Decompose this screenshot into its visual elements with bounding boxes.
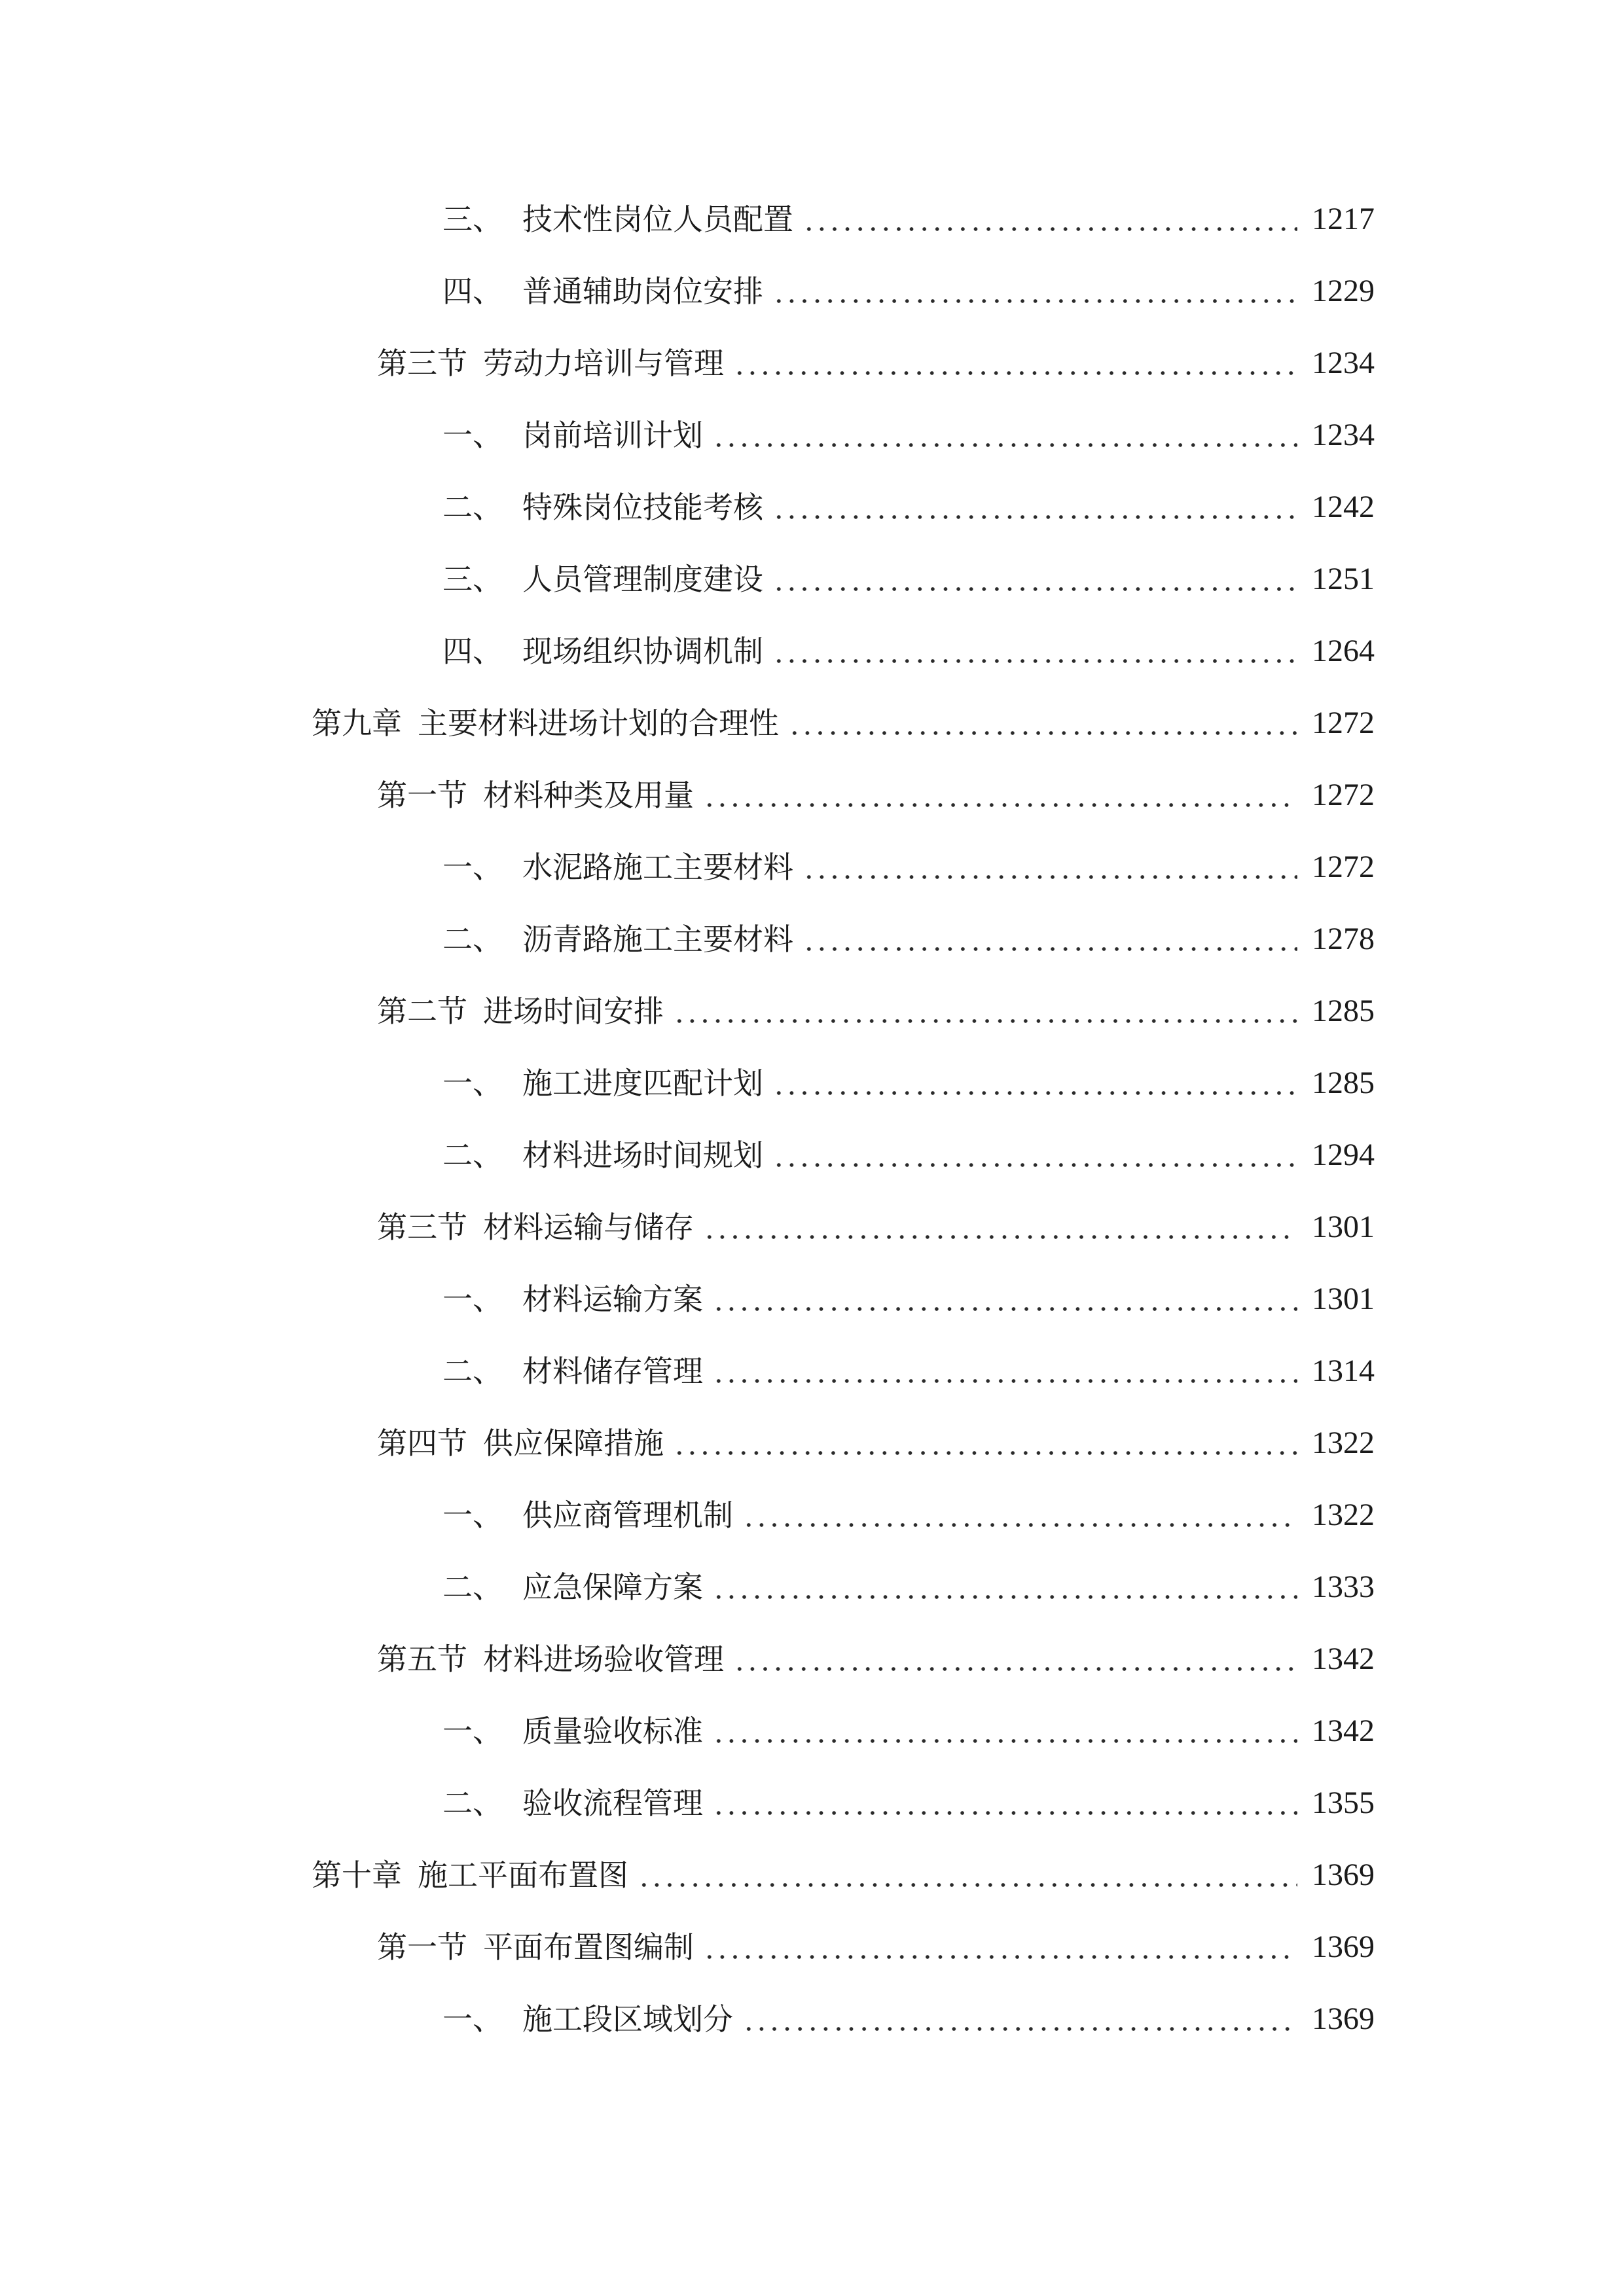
toc-entry[interactable] bbox=[442, 1273, 1375, 1325]
entry-title: 材料储存管理 bbox=[522, 1354, 703, 1389]
dot-leader bbox=[673, 1417, 1297, 1469]
toc-entry[interactable] bbox=[377, 337, 1375, 389]
entry-title: 岗前培训计划 bbox=[522, 418, 703, 453]
entry-number: 一、 bbox=[442, 1498, 503, 1533]
entry-title: 主要材料进场计划的合理性 bbox=[418, 706, 779, 741]
dot-leader bbox=[772, 481, 1297, 533]
toc-entry[interactable] bbox=[377, 1201, 1375, 1253]
dot-leader bbox=[803, 841, 1297, 893]
dot-leader bbox=[673, 985, 1297, 1037]
page-number: 1278 bbox=[1312, 922, 1375, 956]
dot-leader bbox=[712, 1705, 1297, 1757]
dot-leader bbox=[742, 1993, 1297, 2045]
page-number: 1342 bbox=[1312, 1641, 1375, 1676]
dot-leader bbox=[733, 1633, 1297, 1685]
dot-leader bbox=[772, 265, 1297, 317]
entry-number: 第三节 bbox=[377, 346, 467, 381]
entry-title: 材料进场验收管理 bbox=[483, 1641, 724, 1677]
toc-entry[interactable] bbox=[442, 1561, 1375, 1613]
toc-entry[interactable] bbox=[442, 1777, 1375, 1829]
entry-title: 施工进度匹配计划 bbox=[522, 1066, 763, 1101]
page-number: 1285 bbox=[1312, 1066, 1375, 1100]
entry-title: 施工段区域划分 bbox=[522, 2001, 733, 2037]
entry-title: 劳动力培训与管理 bbox=[483, 346, 724, 381]
page-number: 1342 bbox=[1312, 1713, 1375, 1748]
toc-entry[interactable] bbox=[442, 913, 1375, 965]
dot-leader bbox=[712, 1273, 1297, 1325]
entry-title: 供应保障措施 bbox=[483, 1426, 664, 1461]
dot-leader bbox=[772, 1129, 1297, 1181]
entry-title: 现场组织协调机制 bbox=[522, 634, 763, 669]
toc-entry[interactable] bbox=[377, 1921, 1375, 1973]
toc-entry[interactable] bbox=[442, 1129, 1375, 1181]
toc-entry[interactable] bbox=[312, 697, 1375, 749]
entry-number: 一、 bbox=[442, 1282, 503, 1317]
entry-number: 二、 bbox=[442, 1354, 503, 1389]
entry-number: 第一节 bbox=[377, 778, 467, 813]
entry-number: 三、 bbox=[442, 202, 503, 237]
toc-entry[interactable] bbox=[442, 1345, 1375, 1397]
entry-number: 第九章 bbox=[312, 706, 402, 741]
page-number: 1285 bbox=[1312, 994, 1375, 1028]
entry-number: 一、 bbox=[442, 1066, 503, 1101]
dot-leader bbox=[772, 553, 1297, 605]
page-number: 1242 bbox=[1312, 490, 1375, 524]
entry-number: 四、 bbox=[442, 274, 503, 309]
entry-title: 普通辅助岗位安排 bbox=[522, 274, 763, 309]
entry-title: 水泥路施工主要材料 bbox=[522, 850, 793, 885]
entry-number: 二、 bbox=[442, 922, 503, 957]
entry-number: 第四节 bbox=[377, 1426, 467, 1461]
entry-title: 材料运输方案 bbox=[522, 1282, 703, 1317]
entry-number: 一、 bbox=[442, 1713, 503, 1749]
toc-entry[interactable] bbox=[442, 481, 1375, 533]
page-number: 1217 bbox=[1312, 202, 1375, 236]
dot-leader bbox=[712, 1345, 1297, 1397]
page-number: 1369 bbox=[1312, 1857, 1375, 1892]
entry-number: 二、 bbox=[442, 490, 503, 525]
page-number: 1301 bbox=[1312, 1282, 1375, 1316]
toc-entry[interactable] bbox=[442, 1705, 1375, 1757]
dot-leader bbox=[703, 769, 1297, 821]
dot-leader bbox=[788, 697, 1297, 749]
entry-number: 二、 bbox=[442, 1785, 503, 1821]
toc-entry[interactable] bbox=[442, 409, 1375, 461]
entry-title: 验收流程管理 bbox=[522, 1785, 703, 1821]
dot-leader bbox=[772, 625, 1297, 677]
page-number: 1234 bbox=[1312, 418, 1375, 452]
entry-title: 人员管理制度建设 bbox=[522, 562, 763, 597]
toc-entry[interactable] bbox=[442, 1057, 1375, 1109]
entry-number: 第三节 bbox=[377, 1210, 467, 1245]
dot-leader bbox=[742, 1489, 1297, 1541]
entry-title: 特殊岗位技能考核 bbox=[522, 490, 763, 525]
entry-title: 进场时间安排 bbox=[483, 994, 664, 1029]
entry-title: 材料种类及用量 bbox=[483, 778, 694, 813]
toc-entry[interactable] bbox=[312, 1849, 1375, 1901]
entry-number: 第二节 bbox=[377, 994, 467, 1029]
toc-entry[interactable] bbox=[377, 985, 1375, 1037]
page-number: 1264 bbox=[1312, 634, 1375, 668]
entry-title: 质量验收标准 bbox=[522, 1713, 703, 1749]
entry-number: 第五节 bbox=[377, 1641, 467, 1677]
dot-leader bbox=[638, 1849, 1297, 1901]
page-number: 1301 bbox=[1312, 1210, 1375, 1244]
page-number: 1369 bbox=[1312, 1929, 1375, 1964]
page-number: 1272 bbox=[1312, 778, 1375, 812]
entry-number: 二、 bbox=[442, 1138, 503, 1173]
toc-entry[interactable] bbox=[377, 1417, 1375, 1469]
dot-leader bbox=[712, 409, 1297, 461]
entry-number: 二、 bbox=[442, 1570, 503, 1605]
page-number: 1234 bbox=[1312, 346, 1375, 380]
toc-entry[interactable] bbox=[442, 193, 1375, 245]
dot-leader bbox=[703, 1201, 1297, 1253]
page-number: 1294 bbox=[1312, 1138, 1375, 1172]
entry-number: 一、 bbox=[442, 2001, 503, 2037]
toc-entry[interactable] bbox=[442, 841, 1375, 893]
entry-title: 供应商管理机制 bbox=[522, 1498, 733, 1533]
page-number: 1333 bbox=[1312, 1570, 1375, 1604]
entry-title: 沥青路施工主要材料 bbox=[522, 922, 793, 957]
entry-number: 三、 bbox=[442, 562, 503, 597]
entry-title: 技术性岗位人员配置 bbox=[522, 202, 793, 237]
page-number: 1322 bbox=[1312, 1426, 1375, 1460]
entry-title: 材料运输与储存 bbox=[483, 1210, 694, 1245]
entry-title: 应急保障方案 bbox=[522, 1570, 703, 1605]
toc-entry[interactable] bbox=[442, 265, 1375, 317]
dot-leader bbox=[703, 1921, 1297, 1973]
dot-leader bbox=[772, 1057, 1297, 1109]
toc-entry[interactable] bbox=[377, 1633, 1375, 1685]
page-number: 1272 bbox=[1312, 706, 1375, 740]
dot-leader bbox=[712, 1561, 1297, 1613]
entry-number: 四、 bbox=[442, 634, 503, 669]
page-number: 1369 bbox=[1312, 2001, 1375, 2036]
dot-leader bbox=[712, 1777, 1297, 1829]
dot-leader bbox=[733, 337, 1297, 389]
toc-entry[interactable] bbox=[442, 1993, 1375, 2045]
toc-entry[interactable] bbox=[377, 769, 1375, 821]
dot-leader bbox=[803, 913, 1297, 965]
page-number: 1229 bbox=[1312, 274, 1375, 308]
entry-number: 第一节 bbox=[377, 1929, 467, 1965]
entry-title: 施工平面布置图 bbox=[418, 1857, 628, 1893]
dot-leader bbox=[803, 193, 1297, 245]
toc-entry[interactable] bbox=[442, 1489, 1375, 1541]
entry-number: 一、 bbox=[442, 418, 503, 453]
entry-title: 平面布置图编制 bbox=[483, 1929, 694, 1965]
page-number: 1355 bbox=[1312, 1785, 1375, 1820]
toc-entry[interactable] bbox=[442, 553, 1375, 605]
page-number: 1272 bbox=[1312, 850, 1375, 884]
toc-entry[interactable] bbox=[442, 625, 1375, 677]
page-number: 1314 bbox=[1312, 1354, 1375, 1388]
entry-title: 材料进场时间规划 bbox=[522, 1138, 763, 1173]
page-number: 1251 bbox=[1312, 562, 1375, 596]
entry-number: 一、 bbox=[442, 850, 503, 885]
entry-number: 第十章 bbox=[312, 1857, 402, 1893]
page-number: 1322 bbox=[1312, 1498, 1375, 1532]
